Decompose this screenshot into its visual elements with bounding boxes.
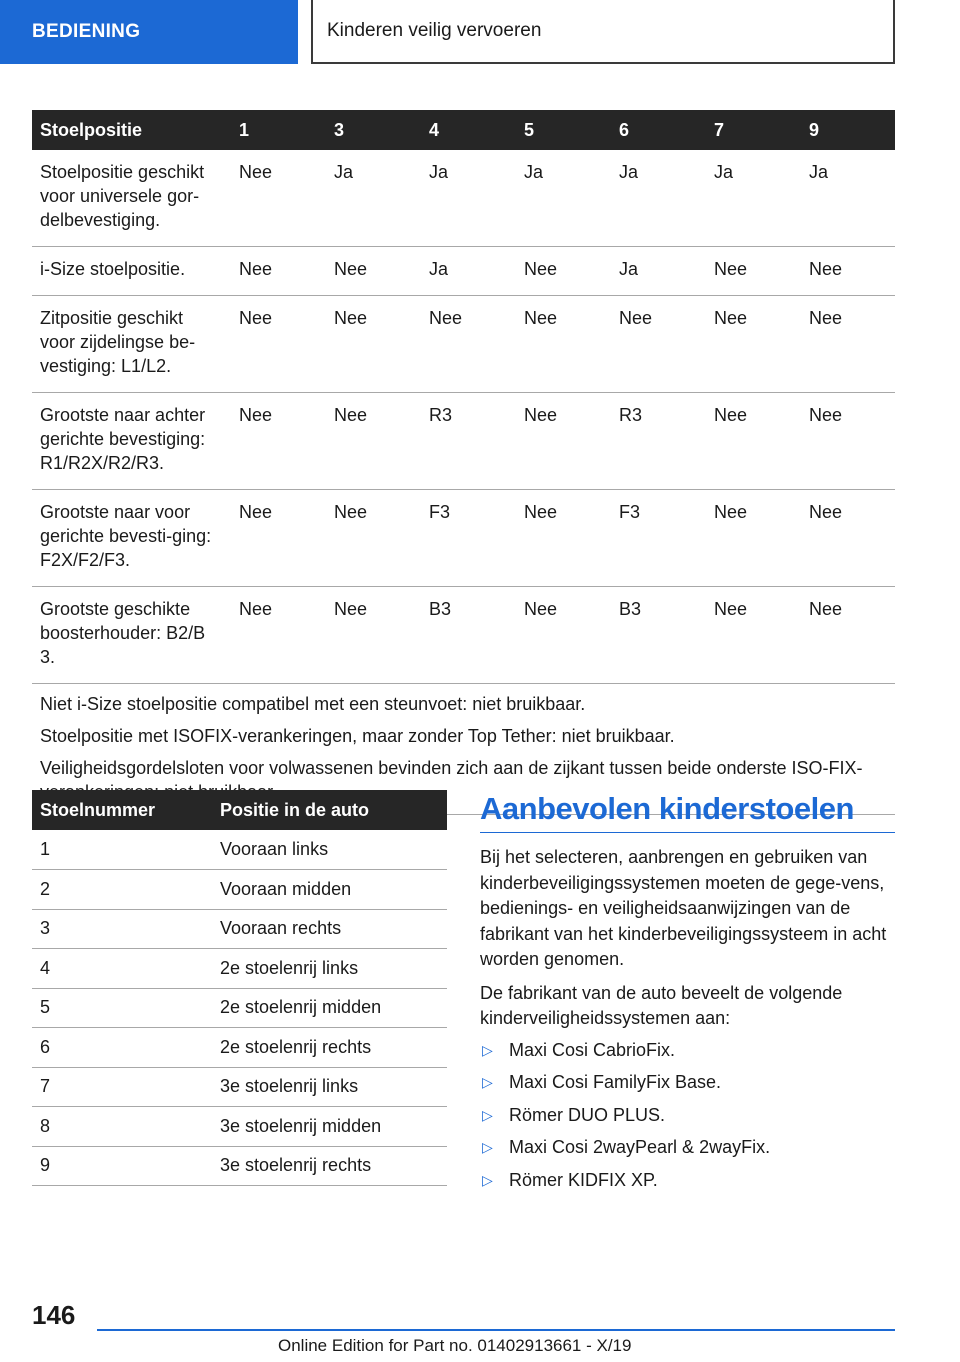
table-cell: i-Size stoelpositie. xyxy=(32,247,231,296)
lead-paragraph: De fabrikant van de auto beveelt de volgende kinderveiligheidssystemen aan: xyxy=(480,982,843,1028)
table-note: Niet i-Size stoelpositie compatibel met een steunvoet: niet bruikbaar. xyxy=(40,694,586,714)
table-note: Stoelpositie met ISOFIX-verankeringen, maar zonder Top Tether: niet bruikbaar. xyxy=(40,726,675,746)
table-row xyxy=(32,830,447,870)
table-cell: Nee xyxy=(231,247,326,296)
triangle-bullet-icon: ▷ xyxy=(482,1139,493,1155)
table-cell: Ja xyxy=(801,150,895,247)
table-cell: Ja xyxy=(516,150,611,247)
table-cell: Ja xyxy=(326,150,421,247)
triangle-bullet-icon: ▷ xyxy=(482,1041,493,1058)
list-item-label: Römer KIDFIX XP. xyxy=(509,1169,658,1190)
intro-paragraph: Bij het selecteren, aanbrengen en gebruiken van kinderbeveiligingssystemen moeten de gege-vens, bedienings- en veiligheidsaanwijzingen van de fabrikant van het kinderbeveiligingssysteem in acht worden genomen. xyxy=(480,847,887,969)
table-cell: Vooraan midden xyxy=(212,870,447,910)
table-cell: Nee xyxy=(326,247,421,296)
table-cell: Ja xyxy=(611,150,706,247)
table-row xyxy=(32,1107,447,1147)
column-header: 3 xyxy=(326,110,421,150)
table-cell: Nee xyxy=(516,490,611,587)
table-row xyxy=(32,296,895,393)
table-cell: Nee xyxy=(326,296,421,393)
table-cell: 9 xyxy=(32,1146,212,1186)
table-cell: Nee xyxy=(326,490,421,587)
table-row xyxy=(32,909,447,949)
footer-divider xyxy=(97,1329,895,1331)
table-cell: Nee xyxy=(801,490,895,587)
footer-edition: Online Edition for Part no. 01402913661 - X/19 xyxy=(278,1336,632,1355)
table-cell: 6 xyxy=(32,1028,212,1068)
table-cell: Nee xyxy=(706,393,801,490)
table-cell: F3 xyxy=(421,490,516,587)
table-header-row xyxy=(32,790,447,830)
table-cell: F3 xyxy=(611,490,706,587)
table-row xyxy=(32,1028,447,1068)
table-cell: Vooraan rechts xyxy=(212,909,447,949)
table-cell: 2 xyxy=(32,870,212,910)
list-item-label: Maxi Cosi FamilyFix Base. xyxy=(509,1072,722,1092)
table-cell: Nee xyxy=(801,587,895,684)
table-row xyxy=(32,1067,447,1107)
table-cell: Ja xyxy=(611,247,706,296)
table-cell: Nee xyxy=(516,296,611,393)
table-cell: 2e stoelenrij midden xyxy=(212,988,447,1028)
table-cell: 7 xyxy=(32,1067,212,1107)
list-item-label: Maxi Cosi 2wayPearl & 2wayFix. xyxy=(509,1137,771,1157)
recommended-list xyxy=(480,1038,895,1192)
recommended-seats-section xyxy=(480,788,895,1200)
seat-number-table xyxy=(32,790,447,1186)
table-cell: Stoelpositie geschikt voor universele gor-delbevestiging. xyxy=(32,150,231,247)
seat-position-table xyxy=(32,110,895,815)
section-tab: BEDIENING xyxy=(0,0,298,64)
list-item xyxy=(480,1103,895,1127)
list-item-label: Maxi Cosi CabrioFix. xyxy=(509,1039,676,1060)
column-header: Positie in de auto xyxy=(212,790,447,830)
list-item-label: Römer DUO PLUS. xyxy=(509,1104,666,1125)
table-cell: 3 xyxy=(32,909,212,949)
table-cell: Nee xyxy=(421,296,516,393)
table-cell: Nee xyxy=(326,587,421,684)
table-row xyxy=(32,490,895,587)
table-header-row xyxy=(32,110,895,150)
table-cell: Nee xyxy=(231,150,326,247)
table-cell: Zitpositie geschikt voor zijdelingse be-vestiging: L1/L2. xyxy=(32,296,231,393)
table-cell: Ja xyxy=(706,150,801,247)
table-cell: Nee xyxy=(611,296,706,393)
column-header: 5 xyxy=(516,110,611,150)
table-cell: Nee xyxy=(801,393,895,490)
table-cell: Nee xyxy=(231,490,326,587)
table-cell: Grootste naar voor gerichte bevesti-ging: F2X/F2/F3. xyxy=(32,490,231,587)
table-cell: 8 xyxy=(32,1107,212,1147)
table-cell: Nee xyxy=(516,247,611,296)
table-cell: Ja xyxy=(421,247,516,296)
table-cell: 2e stoelenrij links xyxy=(212,949,447,989)
table-cell: B3 xyxy=(611,587,706,684)
column-header: 7 xyxy=(706,110,801,150)
table-cell: 3e stoelenrij links xyxy=(212,1067,447,1107)
list-item xyxy=(480,1038,895,1062)
table-cell: Nee xyxy=(231,587,326,684)
table-row xyxy=(32,150,895,247)
table-cell: 3e stoelenrij midden xyxy=(212,1107,447,1147)
table-cell: Nee xyxy=(516,393,611,490)
table-cell: B3 xyxy=(421,587,516,684)
list-item xyxy=(480,1168,895,1192)
chapter-title: Kinderen veilig vervoeren xyxy=(311,0,895,64)
table-cell: R3 xyxy=(611,393,706,490)
table-cell: 3e stoelenrij rechts xyxy=(212,1146,447,1186)
table-cell: Nee xyxy=(801,247,895,296)
triangle-bullet-icon: ▷ xyxy=(482,1106,493,1123)
triangle-bullet-icon: ▷ xyxy=(482,1171,493,1188)
table-cell: 2e stoelenrij rechts xyxy=(212,1028,447,1068)
table-cell: Nee xyxy=(516,587,611,684)
table-row xyxy=(32,393,895,490)
page-number: 146 xyxy=(32,1300,76,1330)
table-cell: Nee xyxy=(326,393,421,490)
table-row xyxy=(32,988,447,1028)
list-item xyxy=(480,1070,895,1094)
table-cell: Vooraan links xyxy=(212,830,447,870)
column-header: Stoelnummer xyxy=(32,790,212,830)
table-cell: Nee xyxy=(706,247,801,296)
table-cell: Nee xyxy=(706,587,801,684)
table-cell: 4 xyxy=(32,949,212,989)
table-cell: Grootste naar achter gerichte bevestiging: R1/R2X/R2/R3. xyxy=(32,393,231,490)
table-row xyxy=(32,949,447,989)
section-heading: Aanbevolen kinderstoelen xyxy=(480,788,895,833)
list-item xyxy=(480,1135,895,1159)
table-row xyxy=(32,1146,447,1186)
table-cell: Nee xyxy=(801,296,895,393)
table-cell: R3 xyxy=(421,393,516,490)
table-row xyxy=(32,247,895,296)
table-cell: Nee xyxy=(706,296,801,393)
table-cell: Grootste geschikte boosterhouder: B2/B 3. xyxy=(32,587,231,684)
table-cell: 1 xyxy=(32,830,212,870)
table-cell: Nee xyxy=(706,490,801,587)
table-note: Veiligheidsgordelsloten voor volwassenen bevinden zich aan de zijkant tussen beide onderste ISO-FIX- xyxy=(40,758,863,778)
triangle-bullet-icon: ▷ xyxy=(482,1074,493,1090)
column-header: 6 xyxy=(611,110,706,150)
table-cell: Nee xyxy=(231,296,326,393)
table-row xyxy=(32,870,447,910)
column-header: 1 xyxy=(231,110,326,150)
table-row xyxy=(32,587,895,684)
table-cell: 5 xyxy=(32,988,212,1028)
column-header: Stoelpositie xyxy=(32,110,231,150)
column-header: 4 xyxy=(421,110,516,150)
table-cell: Nee xyxy=(231,393,326,490)
table-cell: Ja xyxy=(421,150,516,247)
column-header: 9 xyxy=(801,110,895,150)
